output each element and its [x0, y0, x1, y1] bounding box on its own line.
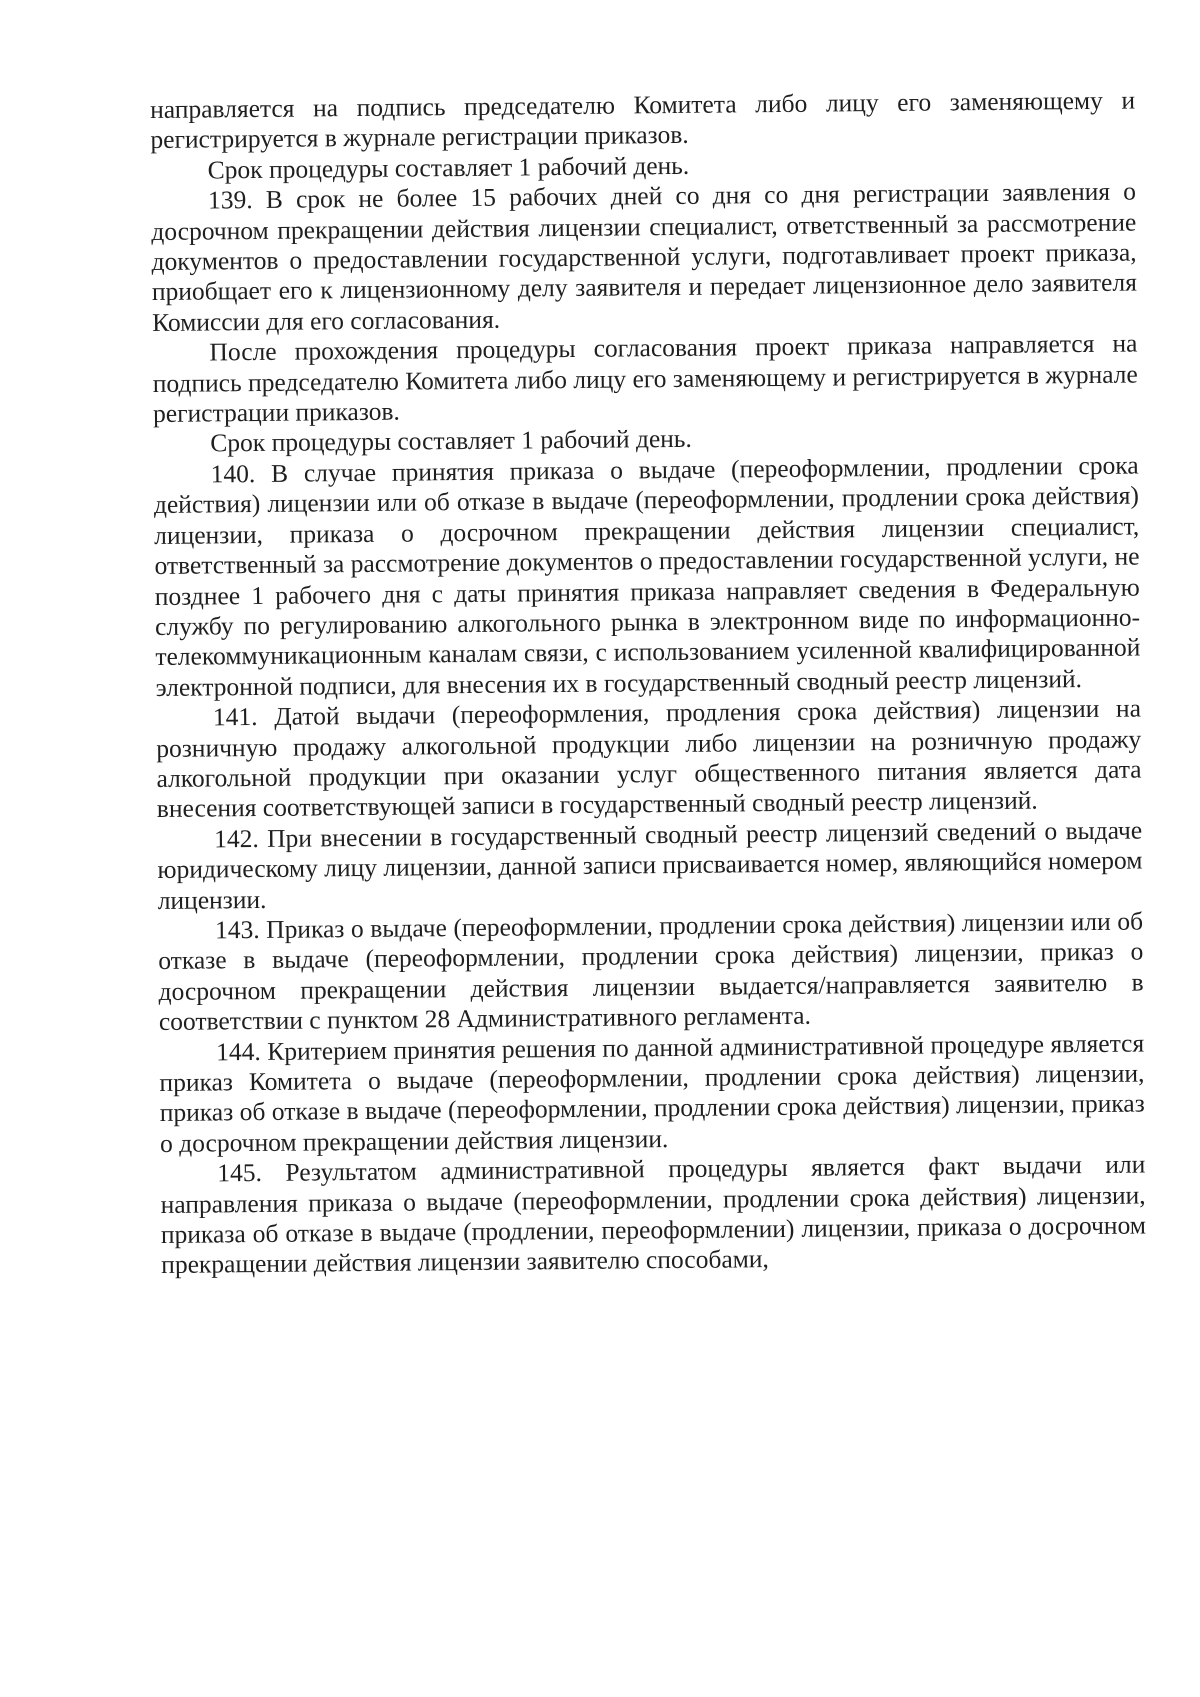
paragraph-144: 144. Критерием принятия решения по данной административной процедуре является приказ Комитета о выдаче (переоформлении, продлении срока действия) лицензии, приказ об отказе в выдаче (переоформлении, продлении срока действия) лицензии, приказ о досрочном прекращении действия лицензии.: [159, 1028, 1145, 1158]
paragraph-141: 141. Датой выдачи (переоформления, продления срока действия) лицензии на розничную продажу алкогольной продукции либо лицензии на розничную продажу алкогольной продукции при оказании услуг общественного питания является дата внесения соответствующей записи в государственный сводный реестр лицензий.: [156, 693, 1142, 824]
paragraph-142: 142. При внесении в государственный сводный реестр лицензий сведений о выдаче юридическому лицу лицензии, данной записи присваивается номер, являющийся номером лицензии.: [157, 815, 1143, 915]
document-page: [150, 86, 1146, 1281]
paragraph-after-approval: После прохождения процедуры согласования проект приказа направляется на подпись председателю Комитета либо лицу его заменяющему и регистрируется в журнале регистрации приказов.: [152, 328, 1138, 429]
paragraph-term-2: Срок процедуры составляет 1 рабочий день.: [210, 424, 692, 458]
paragraph-143: 143. Приказ о выдаче (переоформлении, продлении срока действия) лицензии или об отказе в выдаче (переоформлении, продлении срока действия) лицензии, приказ о досрочном прекращении действия лицензии выдается/направляется заявителю в соответствии с пунктом 28 Административного регламента.: [158, 906, 1144, 1037]
paragraph-140: 140. В случае принятия приказа о выдаче (переоформлении, продлении срока действия) лицензии или об отказе в выдаче (переоформлении, продлении срока действия) лицензии, приказа о досрочном прекращении действия лицензии специалист, ответственный за рассмотрение документов о предоставлении государственной услуги, не позднее 1 рабочего дня с даты принятия приказа направляет сведения в Федеральную службу по регулированию алкогольного рынка в электронном виде по информационно-телекоммуникационным каналам связи, с использованием усиленной квалифицированной электронной подписи, для внесения их в государственный сводный реестр лицензий.: [153, 450, 1141, 702]
paragraph-139: 139. В срок не более 15 рабочих дней со дня со дня регистрации заявления о досрочном прекращении действия лицензии специалист, ответственный за рассмотрение документов о предоставлении государственной услуги, подготавливает проект приказа, приобщает его к лицензионному делу заявителя и передает лицензионное дело заявителя Комиссии для его согласования.: [151, 176, 1137, 337]
paragraph-term-1: Срок процедуры составляет 1 рабочий день.: [207, 150, 690, 185]
paragraph-continuation: направляется на подпись председателю Комитета либо лицу его заменяющему и регистрируется в журнале регистрации приказов.: [150, 85, 1136, 155]
paragraph-145: 145. Результатом административной процедуры является факт выдачи или направления приказа о выдаче (переоформлении, продлении срока действия) лицензии, приказа об отказе в выдаче (продлении, переоформлении) лицензии, приказа о досрочном прекращении действия лицензии заявителю способами,: [160, 1149, 1147, 1280]
